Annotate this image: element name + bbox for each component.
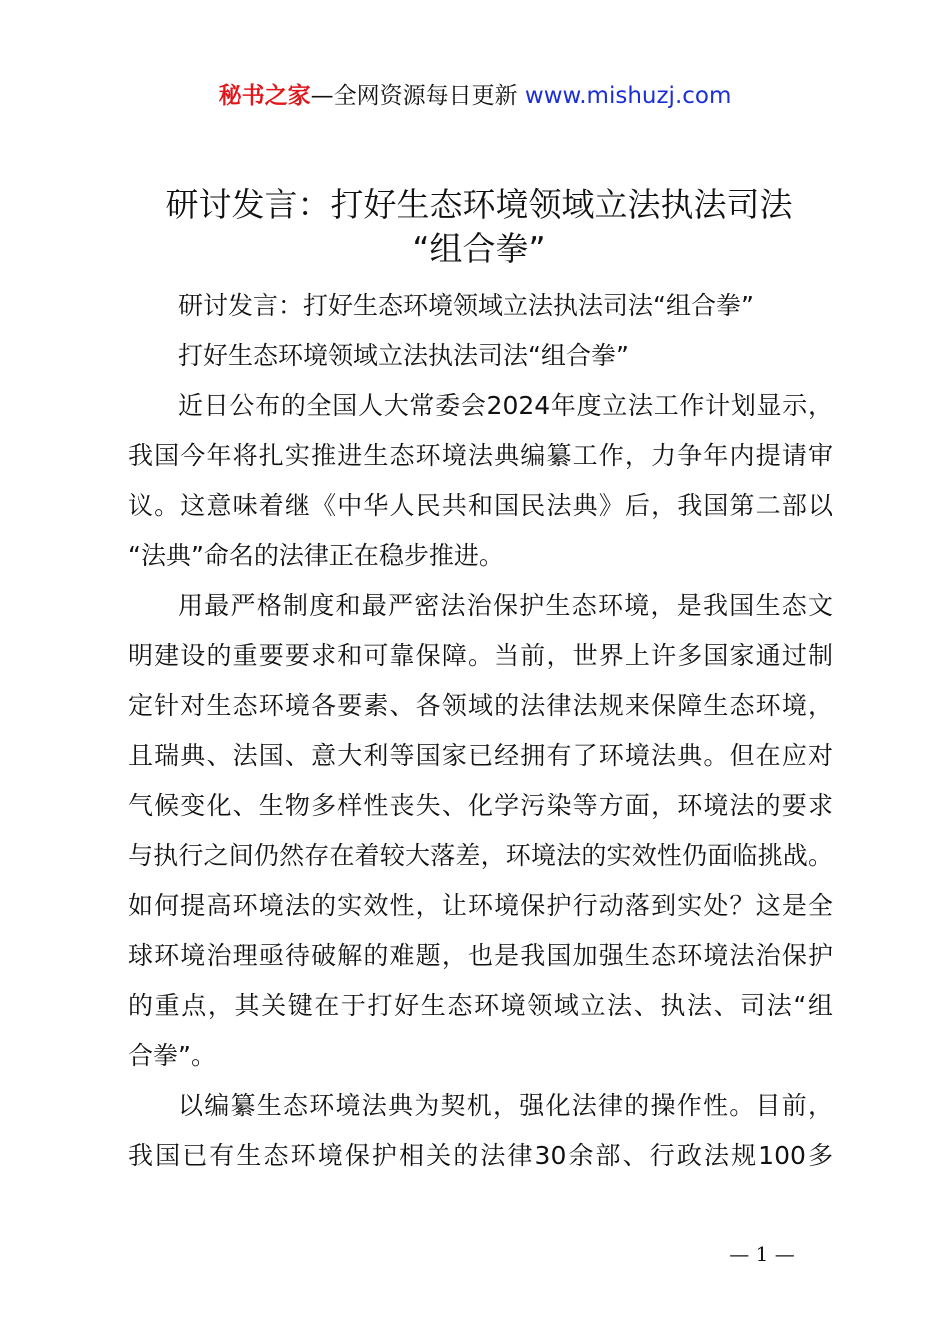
paragraph-line: 如何提高环境法的实效性，让环境保护行动落到实处？这是全 <box>128 891 833 920</box>
site-brand: 秘书之家 <box>218 83 311 109</box>
paragraph-line: 议。这意味着继《中华人民共和国民法典》后，我国第二部以 <box>128 491 833 520</box>
paragraph-line: 且瑞典、法国、意大利等国家已经拥有了环境法典。但在应对 <box>128 741 833 770</box>
paragraph-line: 气候变化、生物多样性丧失、化学污染等方面，环境法的要求 <box>128 791 833 820</box>
paragraph-line: “法典”命名的法律正在稳步推进。 <box>128 541 504 570</box>
paragraph-line: 我国已有生态环境保护相关的法律30余部、行政法规100多 <box>128 1141 833 1170</box>
paragraph-line: 近日公布的全国人大常委会2024年度立法工作计划显示， <box>178 391 833 420</box>
paragraph <box>128 581 833 1081</box>
paragraph-line: 合拳”。 <box>128 1041 216 1070</box>
paragraph-line: 明建设的重要要求和可靠保障。当前，世界上许多国家通过制 <box>128 641 833 670</box>
paragraph-line: 研讨发言：打好生态环境领域立法执法司法“组合拳” <box>178 291 754 320</box>
site-url-link[interactable]: www.mishuzj.com <box>517 83 732 109</box>
paragraph <box>128 281 833 331</box>
paragraph <box>128 381 833 581</box>
title-line: 研讨发言：打好生态环境领域立法执法司法 <box>165 185 793 224</box>
site-header <box>0 80 950 112</box>
paragraph-line: 以编纂生态环境法典为契机，强化法律的操作性。目前， <box>178 1091 833 1120</box>
page-number: — 1 — <box>729 1242 795 1266</box>
document-body <box>128 281 833 1181</box>
paragraph-line: 与执行之间仍然存在着较大落差，环境法的实效性仍面临挑战。 <box>128 841 833 870</box>
paragraph-line: 的重点，其关键在于打好生态环境领域立法、执法、司法“组 <box>128 991 833 1020</box>
paragraph <box>128 1081 833 1181</box>
paragraph-line: 用最严格制度和最严密法治保护生态环境，是我国生态文 <box>178 591 833 620</box>
title-line: “组合拳” <box>412 229 546 268</box>
paragraph-line: 定针对生态环境各要素、各领域的法律法规来保障生态环境， <box>128 691 833 720</box>
paragraph-line: 我国今年将扎实推进生态环境法典编纂工作，力争年内提请审 <box>128 441 833 470</box>
paragraph <box>128 331 833 381</box>
document-title <box>128 183 830 271</box>
paragraph-line: 打好生态环境领域立法执法司法“组合拳” <box>178 341 629 370</box>
paragraph-line: 球环境治理亟待破解的难题，也是我国加强生态环境法治保护 <box>128 941 833 970</box>
site-tagline: —全网资源每日更新 <box>310 83 518 109</box>
